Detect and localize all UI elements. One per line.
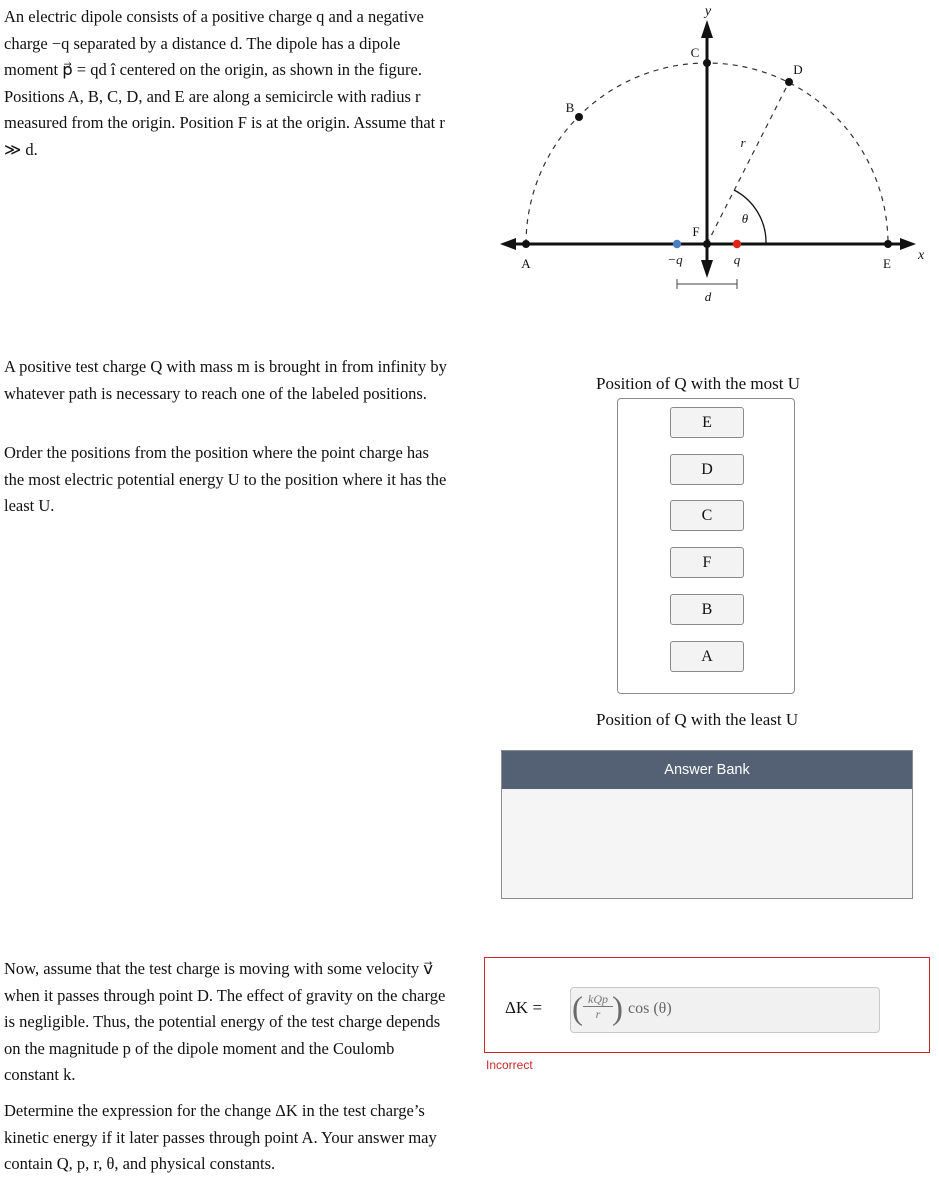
label-neg-q: −q [667,252,683,267]
ranking-item-3[interactable]: C [670,500,744,531]
answer-bank[interactable] [501,750,913,899]
label-c: C [690,45,700,60]
expr-fraction [583,992,613,1021]
answer-bank-title: Answer Bank [502,751,912,789]
ranking-item-5[interactable]: B [670,594,744,625]
part2-question-text: Determine the expression for the change ΔK in the test charge’s kinetic energy if it later passes through point A. Your answer may contain Q, p, r, θ, and physical constants. [4,1101,437,1173]
problem-intro: An electric dipole consists of a positive charge q and a negative charge −q separated by a distance d. The dipole has a dipole moment p⃗ = qd î centered on the origin, as shown in the figure. Positions A, B, C, D, and E are along a semicircle with radius r measured from the origin. Position F is at the origin. Assume that r ≫ d. [4,7,445,159]
expr-denominator: r [595,1007,601,1021]
ranking-item-4[interactable]: F [670,547,744,578]
point-a-dot [522,240,530,248]
expr-cosine-term: cos (θ) [628,1000,672,1017]
ranking-bottom-text: Position of Q with the least U [596,710,799,729]
theta-arc [734,190,766,244]
label-r: r [740,135,746,150]
answer-frame [484,957,930,1053]
point-b-dot [575,113,583,121]
label-b: B [565,100,575,115]
expr-numerator: kQp [583,992,613,1007]
label-pos-q: q [733,252,741,267]
point-c-dot [703,59,711,67]
label-d-separation: d [704,289,712,304]
expr-paren-left: ( [572,991,583,1027]
ranking-bottom-label [596,710,816,730]
point-d-dot [785,78,793,86]
ranking-dropzone[interactable] [617,398,795,694]
feedback-incorrect: Incorrect [486,1058,533,1072]
label-a: A [521,256,531,271]
part1-setup-text: A positive test charge Q with mass m is brought in from infinity by whatever path is necessary to reach one of the labeled positions. [4,357,447,403]
point-e-dot [884,240,892,248]
point-f-dot [703,240,711,248]
delta-k-input[interactable] [570,987,880,1033]
part1-question-text: Order the positions from the position where the point charge has the most electric potential energy U to the position where it has the least U. [4,443,447,515]
delta-k-label: ΔK = [505,998,543,1017]
label-theta: θ [741,211,749,226]
expr-paren-right: ) [612,991,623,1027]
label-f: F [692,224,700,239]
x-axis-label: x [918,248,925,263]
ranking-top-label [596,374,816,394]
ranking-item-1[interactable]: E [670,407,744,438]
ranking-item-6[interactable]: A [670,641,744,672]
y-axis-label: y [704,4,712,19]
dipole-diagram [496,0,926,310]
positive-charge-dot [733,240,741,248]
negative-charge-dot [673,240,681,248]
ranking-top-text: Position of Q with the most U [596,374,801,393]
label-d: D [793,62,803,77]
part2-setup-text: Now, assume that the test charge is moving with some velocity v⃗ when it passes through point D. The effect of gravity on the charge is negligible. Thus, the potential energy of the test charge depends on the magnitude p of the dipole moment and the Coulomb constant k. [4,959,446,1084]
label-e: E [883,256,891,271]
ranking-item-2[interactable]: D [670,454,744,485]
